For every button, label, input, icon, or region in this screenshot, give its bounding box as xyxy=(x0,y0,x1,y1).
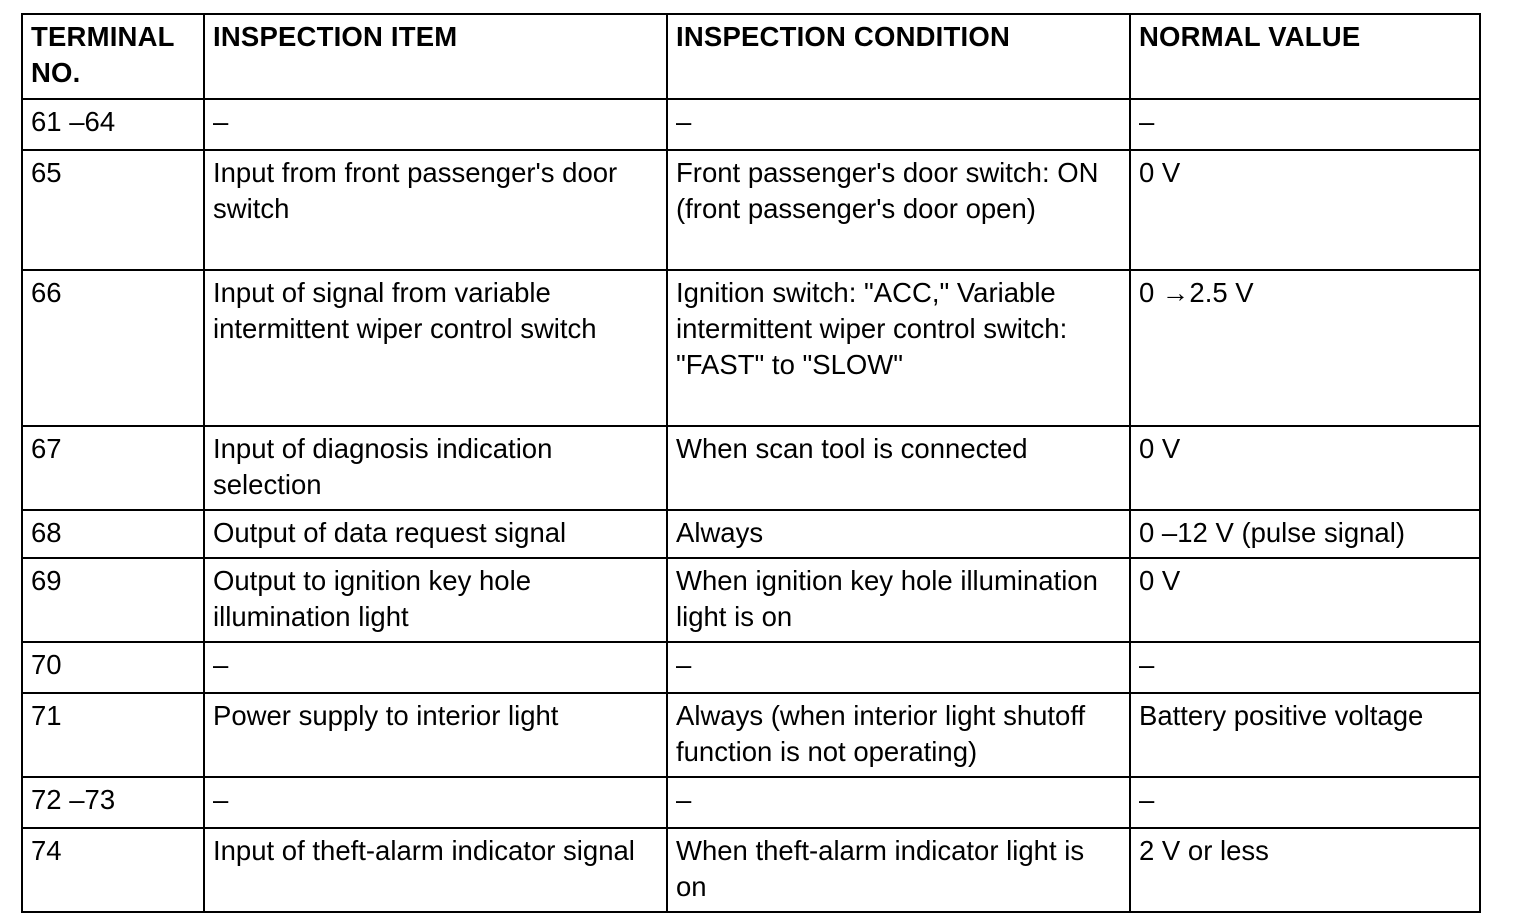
table-row xyxy=(22,426,1480,510)
item-cell: – xyxy=(204,777,667,828)
table-header-row xyxy=(22,14,1480,99)
table-row xyxy=(22,642,1480,693)
terminal-cell: 68 xyxy=(22,510,204,558)
header-inspection-condition: INSPECTION CONDITION xyxy=(667,14,1130,99)
condition-cell: Ignition switch: "ACC," Variable intermittent wiper control switch: "FAST" to "SLOW" xyxy=(667,270,1130,426)
value-cell: 0 →2.5 V xyxy=(1130,270,1480,426)
item-cell: – xyxy=(204,642,667,693)
condition-cell: – xyxy=(667,99,1130,150)
header-normal-value: NORMAL VALUE xyxy=(1130,14,1480,99)
terminal-cell: 74 xyxy=(22,828,204,912)
item-cell: – xyxy=(204,99,667,150)
terminal-cell: 69 xyxy=(22,558,204,642)
header-terminal-no: TERMINAL NO. xyxy=(22,14,204,99)
terminal-cell: 71 xyxy=(22,693,204,777)
condition-cell: When ignition key hole illumination light is on xyxy=(667,558,1130,642)
item-cell: Input from front passenger's door switch xyxy=(204,150,667,270)
value-cell: Battery positive voltage xyxy=(1130,693,1480,777)
table-row xyxy=(22,777,1480,828)
table-row xyxy=(22,510,1480,558)
item-cell: Input of theft-alarm indicator signal xyxy=(204,828,667,912)
value-cell: 0 –12 V (pulse signal) xyxy=(1130,510,1480,558)
item-cell: Output of data request signal xyxy=(204,510,667,558)
table-row xyxy=(22,558,1480,642)
value-cell: 0 V xyxy=(1130,150,1480,270)
table-row xyxy=(22,150,1480,270)
terminal-cell: 72 –73 xyxy=(22,777,204,828)
item-cell: Power supply to interior light xyxy=(204,693,667,777)
item-cell: Input of diagnosis indication selection xyxy=(204,426,667,510)
condition-cell: Front passenger's door switch: ON (front passenger's door open) xyxy=(667,150,1130,270)
value-cell: 0 V xyxy=(1130,426,1480,510)
condition-cell: When scan tool is connected xyxy=(667,426,1130,510)
terminal-inspection-table xyxy=(21,13,1481,913)
header-inspection-item: INSPECTION ITEM xyxy=(204,14,667,99)
value-cell: 2 V or less xyxy=(1130,828,1480,912)
condition-cell: Always (when interior light shutoff function is not operating) xyxy=(667,693,1130,777)
condition-cell: – xyxy=(667,642,1130,693)
value-cell: – xyxy=(1130,777,1480,828)
value-cell: 0 V xyxy=(1130,558,1480,642)
condition-cell: Always xyxy=(667,510,1130,558)
value-cell: – xyxy=(1130,99,1480,150)
item-cell: Input of signal from variable intermittent wiper control switch xyxy=(204,270,667,426)
terminal-cell: 61 –64 xyxy=(22,99,204,150)
table-row xyxy=(22,693,1480,777)
table-row xyxy=(22,270,1480,426)
item-cell: Output to ignition key hole illumination light xyxy=(204,558,667,642)
terminal-cell: 65 xyxy=(22,150,204,270)
condition-cell: When theft-alarm indicator light is on xyxy=(667,828,1130,912)
condition-cell: – xyxy=(667,777,1130,828)
terminal-cell: 66 xyxy=(22,270,204,426)
table-row xyxy=(22,828,1480,912)
terminal-cell: 70 xyxy=(22,642,204,693)
terminal-cell: 67 xyxy=(22,426,204,510)
table-row xyxy=(22,99,1480,150)
value-cell: – xyxy=(1130,642,1480,693)
